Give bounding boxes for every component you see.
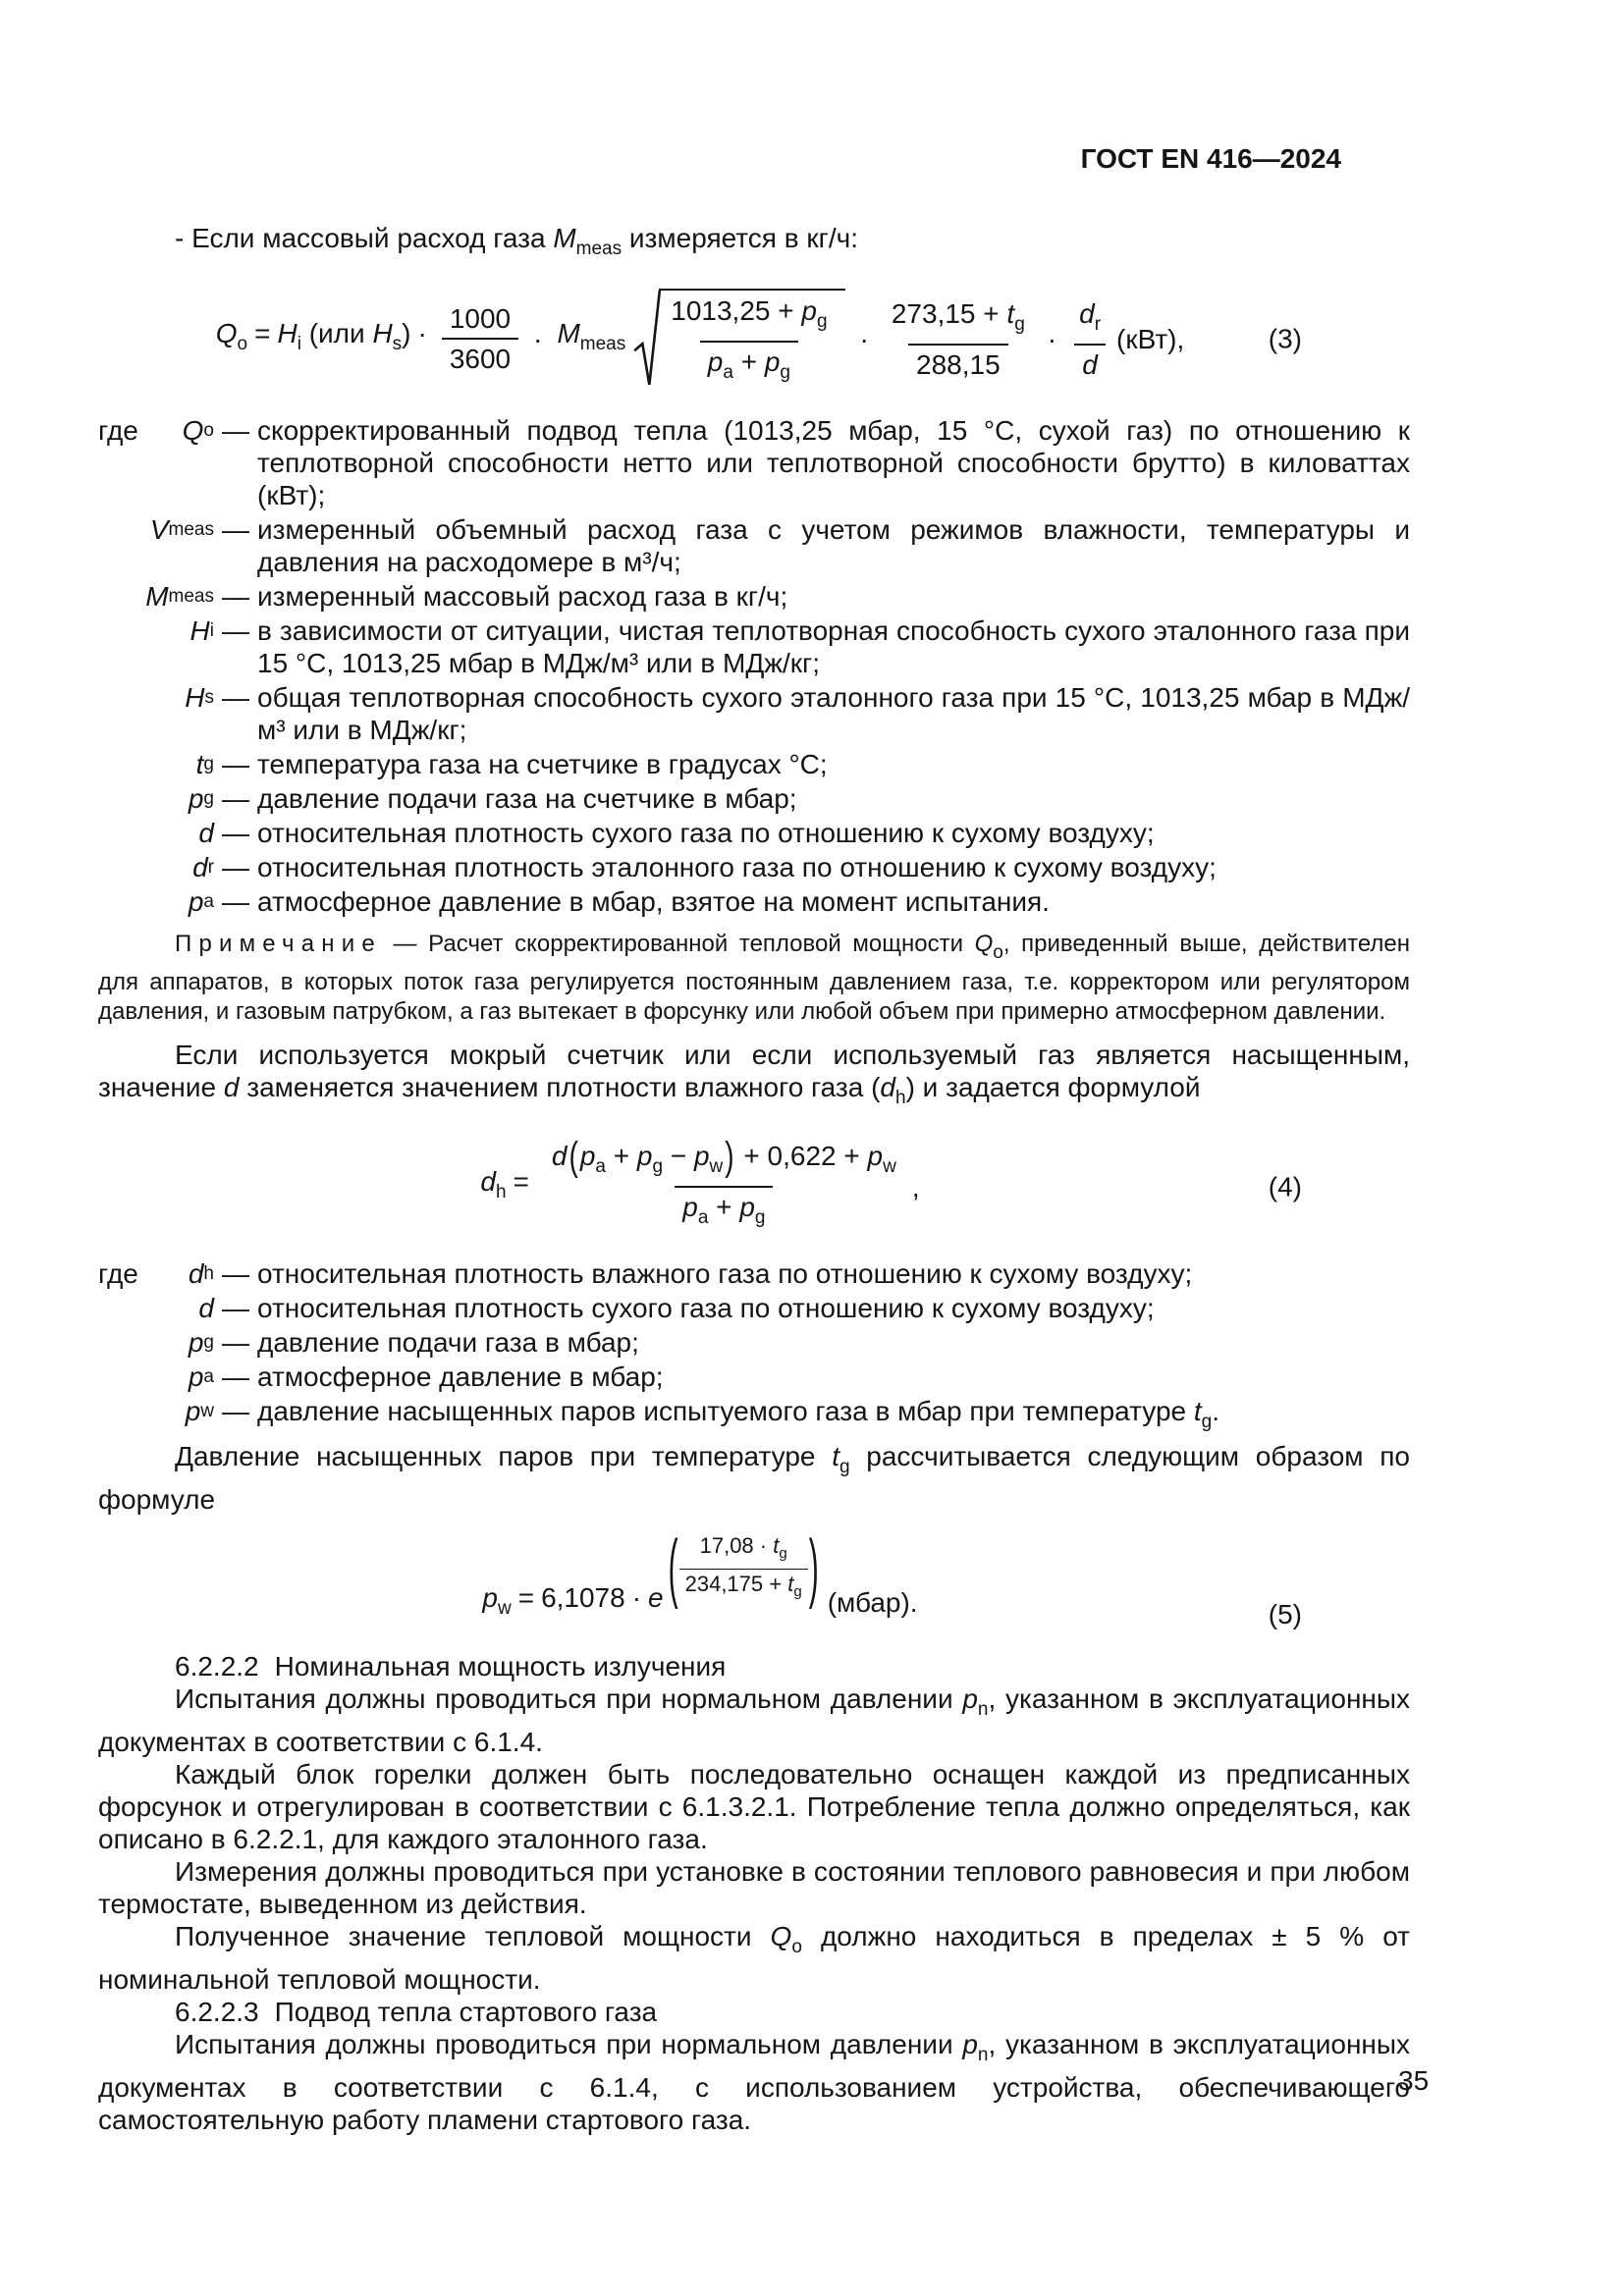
definition-row xyxy=(98,1361,1410,1393)
paragraph: Испытания должны проводиться при нормальном давлении $p_n$, указанном в эксплуатационных документах в соответствии с 6.1.4, с использованием устройства, обеспечивающего самостоятельную работу пламени стартового газа. xyxy=(98,2029,1411,2135)
definition-dash: — xyxy=(222,1362,249,1392)
definition-text: давление подачи газа на счетчике в мбар; xyxy=(257,783,797,814)
radical-sign-icon xyxy=(633,289,661,389)
definition-row xyxy=(98,1292,1410,1324)
square-root xyxy=(633,289,844,389)
unit-label: (кВт), xyxy=(1116,323,1185,354)
formula-lhs: $Q_о = H_i$ (или $H_s$) · xyxy=(215,318,427,354)
definition-term: p g xyxy=(188,1327,214,1358)
definition-text: давление насыщенных паров испытуемого газа в мбар при температуре $t_g$. xyxy=(257,1396,1220,1432)
definition-list-1 xyxy=(98,414,1410,918)
section-heading-6222: 6.2.2.2 Номинальная мощность излучения xyxy=(175,1651,727,1682)
document-header: ГОСТ EN 416—2024 xyxy=(1080,143,1341,174)
definition-dash: — xyxy=(222,1293,249,1323)
document-body xyxy=(98,222,1410,2136)
definition-row xyxy=(98,513,1410,578)
definition-row xyxy=(98,1395,1410,1438)
definition-row xyxy=(98,885,1410,918)
formula-lhs: $d_h$ = xyxy=(480,1166,529,1202)
equation-number-3: (3) xyxy=(1268,323,1302,354)
definition-text: измеренный объемный расход газа с учетом режимов влажности, температуры и давления на расходомере в м³/ч; xyxy=(257,514,1410,577)
definition-term: d r xyxy=(192,852,214,882)
definition-text: относительная плотность сухого газа по отношению к сухому воздуху; xyxy=(257,818,1155,848)
definition-term: p a xyxy=(188,886,214,917)
formula-lhs: $p_w = 6,1078 \cdot e$ xyxy=(482,1581,664,1619)
definition-row xyxy=(98,614,1410,679)
definition-row xyxy=(98,681,1410,746)
fraction: $\frac{1000}{3600}$ xyxy=(442,302,518,375)
definition-row xyxy=(98,782,1410,815)
definition-dash: — xyxy=(222,783,249,814)
fraction: $\frac{d_r}{d}$ xyxy=(1071,297,1109,381)
equation-number-4: (4) xyxy=(1268,1171,1302,1202)
definition-text: относительная плотность эталонного газа по отношению к сухому воздуху; xyxy=(257,852,1217,882)
definition-term: H i xyxy=(189,615,214,646)
intro-line: - Если массовый расход газа $M_{meas}$ измеряется в кг/ч: xyxy=(175,223,858,259)
definition-text: температура газа на счетчике в градусах °С; xyxy=(257,749,828,779)
paragraph: Испытания должны проводиться при нормальном давлении $p_n$, указанном в эксплуатационных документах в соответствии с 6.1.4. xyxy=(98,1683,1411,1757)
formula-3 xyxy=(98,289,1410,389)
definition-term: d xyxy=(198,1293,214,1323)
definition-text: давление подачи газа в мбар; xyxy=(257,1327,639,1358)
definition-text: атмосферное давление в мбар, взятое на момент испытания. xyxy=(257,886,1050,917)
definition-term: где d h xyxy=(98,1258,214,1289)
definition-row xyxy=(98,580,1410,613)
definition-text: измеренный массовый расход газа в кг/ч; xyxy=(257,581,788,612)
definition-term: M meas xyxy=(145,581,214,612)
definition-dash: — xyxy=(222,615,249,646)
definition-term: d xyxy=(198,818,214,848)
definition-dash: — xyxy=(222,514,249,545)
definition-term: p w xyxy=(185,1396,214,1426)
formula-4 xyxy=(98,1134,1410,1234)
fraction: $\frac{17,08 \cdot t_g}{234,175 + t_g}$ xyxy=(679,1533,808,1605)
definition-term: где Q о xyxy=(98,415,214,446)
definition-row xyxy=(98,851,1410,883)
definition-term: p a xyxy=(188,1362,214,1392)
definition-text: относительная плотность сухого газа по отношению к сухому воздуху; xyxy=(257,1293,1155,1323)
exponent-block: ( $\frac{17,08 \cdot t_g}{234,175 + t_g}$ ) xyxy=(668,1526,819,1612)
unit-label: (мбар). xyxy=(827,1587,918,1618)
paragraph: Полученное значение тепловой мощности $Q_о$ должно находиться в пределах ± 5 % от номинальной тепловой мощности. xyxy=(98,1921,1410,1995)
definition-row xyxy=(98,748,1410,780)
definition-term: V meas xyxy=(149,514,214,545)
punctuation: , xyxy=(911,1171,920,1202)
definition-dash: — xyxy=(222,818,249,848)
definition-dash: — xyxy=(222,1258,249,1289)
definition-row xyxy=(98,414,1410,511)
paragraph: Измерения должны проводиться при установке в состоянии теплового равновесия и при любом термостате, выведенном из действия. xyxy=(98,1856,1410,1919)
paragraph-wet-meter: Если используется мокрый счетчик или если используемый газ является насыщенным, значение d заменяется значением плотности влажного газа $(d_h)$ и задается формулой xyxy=(98,1040,1410,1108)
section-heading-6223: 6.2.2.3 Подвод тепла стартового газа xyxy=(175,1997,658,2027)
formula-5 xyxy=(98,1522,1410,1638)
note-label: Примечание xyxy=(175,931,382,957)
page-number: 35 xyxy=(1398,2065,1430,2096)
fraction: $\frac{d(p_a + p_g - p_w) + 0,622 + p_w}{p_a + p_g}$ xyxy=(544,1140,904,1234)
definition-term: p g xyxy=(188,783,214,814)
definition-text: атмосферное давление в мбар; xyxy=(257,1362,664,1392)
definition-row xyxy=(98,1326,1410,1359)
definition-dash: — xyxy=(222,682,249,713)
note-paragraph: Примечание — Расчет скорректированной тепловой мощности $Q_о$, приведенный выше, действителен для аппаратов, в которых поток газа регулируется постоянным давлением газа, т.е. корректором или регулятором давления, и газовым патрубком, а газ вытекает в форсунку или любой объем при примерно атмосферном давлении. xyxy=(98,931,1410,1025)
paragraph-vapor-pressure: Давление насыщенных паров при температуре $t_g$ рассчитывается следующим образом по формуле xyxy=(98,1441,1411,1515)
definition-dash: — xyxy=(222,749,249,779)
definition-dash: — xyxy=(222,1327,249,1358)
definition-text: относительная плотность влажного газа по отношению к сухому воздуху; xyxy=(257,1258,1193,1289)
definition-text: в зависимости от ситуации, чистая теплотворная способность сухого эталонного газа при 15 °С, 1013,25 мбар в МДж/м³ или в МДж/кг; xyxy=(257,615,1410,678)
definition-dash: — xyxy=(222,581,249,612)
definition-dash: — xyxy=(222,1396,249,1426)
definition-dash: — xyxy=(222,886,249,917)
equation-number-5: (5) xyxy=(1268,1599,1302,1629)
definition-term: H s xyxy=(185,682,214,713)
definition-dash: — xyxy=(222,852,249,882)
fraction: $\frac{1013,25 + p_g}{p_a + p_g}$ xyxy=(663,294,835,389)
equation-4 xyxy=(480,1134,920,1234)
definition-row xyxy=(98,817,1410,849)
definition-term: t g xyxy=(195,749,214,779)
definition-dash: — xyxy=(222,415,249,446)
fraction: $\frac{273,15 + t_g}{288,15}$ xyxy=(891,297,1025,380)
equation-3: $Q_о = H_i$ (или $H_s$) · $\frac{1000}{3600}$ · $M_{meas}$ $\frac{1013,25 + p_g}{p_a + p_g}$ · $\frac{273,15 + t_g}{288,15}$ · $\frac{d_r}{d}$ (кВт), xyxy=(216,289,1185,389)
definition-text: скорректированный подвод тепла (1013,25 мбар, 15 °С, сухой газ) по отношению к теплотворной способности нетто или теплотворной способности брутто) в киловаттах (кВт); xyxy=(257,415,1410,510)
equation-5 xyxy=(482,1526,918,1638)
definition-list-2 xyxy=(98,1257,1410,1438)
paragraph: Каждый блок горелки должен быть последовательно оснащен каждой из предписанных форсунок и отрегулирован в соответствии с 6.1.3.2.1. Потребление тепла должно определяться, как описано в 6.2.2.1, для каждого эталонного газа. xyxy=(98,1759,1410,1854)
definition-text: общая теплотворная способность сухого эталонного газа при 15 °С, 1013,25 мбар в МДж/м³ или в МДж/кг; xyxy=(257,682,1410,745)
definition-row xyxy=(98,1257,1410,1290)
